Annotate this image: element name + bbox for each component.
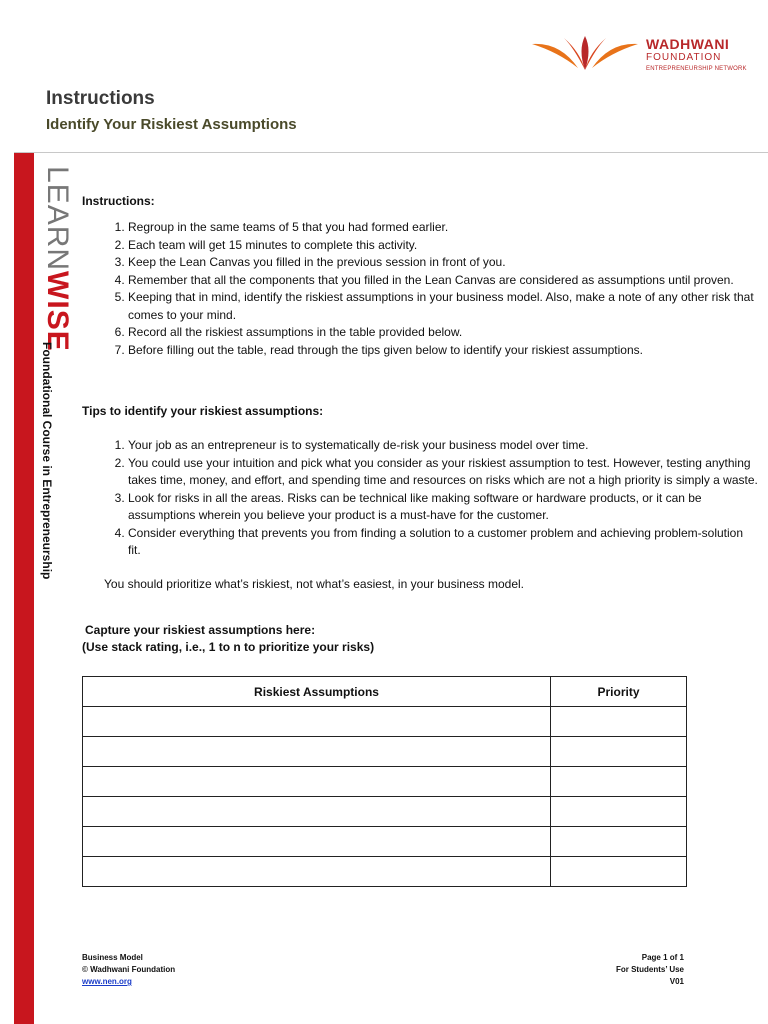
list-item: 2. Each team will get 15 minutes to complete this activity. — [128, 237, 758, 255]
list-item: 7. Before filling out the table, read through the tips given below to identify your riskiest assumptions. — [128, 342, 758, 360]
footer-page-number: Page 1 of 1 — [641, 953, 684, 962]
header-riskiest-assumptions: Riskiest Assumptions — [83, 677, 551, 707]
assumption-cell[interactable] — [83, 857, 551, 887]
logo-name: WADHWANI — [646, 36, 730, 52]
table-row — [83, 767, 687, 797]
instructions-heading: Instructions: — [82, 194, 155, 208]
assumption-cell[interactable] — [83, 797, 551, 827]
capture-line-1: Capture your riskiest assumptions here: — [85, 623, 316, 637]
page-subtitle: Identify Your Riskiest Assumptions — [46, 116, 297, 133]
table-row — [83, 857, 687, 887]
tips-list — [104, 437, 758, 560]
footer-version: V01 — [669, 977, 684, 986]
footer-audience: For Students’ Use — [615, 965, 684, 974]
capture-line-2: (Use stack rating, i.e., 1 to n to prioritize your risks) — [82, 640, 375, 654]
page-title: Instructions — [46, 88, 155, 109]
list-item: 1. Regroup in the same teams of 5 that you had formed earlier. — [128, 219, 758, 237]
tips-heading: Tips to identify your riskiest assumptions: — [82, 404, 324, 418]
table-row — [83, 797, 687, 827]
list-item: 5. Keeping that in mind, identify the riskiest assumptions in your business model. Also, make a note of any other risk that comes to your mind. — [128, 289, 758, 324]
table-row — [83, 737, 687, 767]
logo-network: ENTREPRENEURSHIP NETWORK — [646, 66, 747, 72]
tips-closing: You should prioritize what’s riskiest, not what’s easiest, in your business model. — [104, 577, 524, 591]
list-item: 3. Look for risks in all the areas. Risks can be technical like making software or hardware products, or it can be assumptions wherein you believe your product is a must-have for the customer. — [128, 490, 758, 525]
capture-instructions — [82, 622, 374, 656]
table-row — [83, 707, 687, 737]
brand-bold-text: WISE — [41, 271, 74, 352]
priority-cell[interactable] — [551, 737, 687, 767]
footer-link[interactable]: www.nen.org — [82, 977, 132, 986]
assumption-cell[interactable] — [83, 737, 551, 767]
priority-cell[interactable] — [551, 827, 687, 857]
list-item: 2. You could use your intuition and pick what you consider as your riskiest assumption to test. However, testing anything takes time, money, and effort, and spending time and resources on risks which are not a high priority is simply a waste. — [128, 455, 758, 490]
course-title-vertical: Foundational Course in Entrepreneurship — [40, 342, 54, 580]
assumption-cell[interactable] — [83, 707, 551, 737]
learnwise-brand — [40, 166, 74, 352]
table-row — [83, 827, 687, 857]
priority-cell[interactable] — [551, 797, 687, 827]
risk-table — [82, 676, 687, 887]
assumption-cell[interactable] — [83, 827, 551, 857]
list-item: 4. Consider everything that prevents you from finding a solution to a customer problem and achieving problem-solution fit. — [128, 525, 758, 560]
priority-cell[interactable] — [551, 857, 687, 887]
assumption-cell[interactable] — [83, 767, 551, 797]
footer-left — [82, 952, 175, 988]
brand-light-text: LEARN — [41, 166, 74, 272]
list-item: 4. Remember that all the components that you filled in the Lean Canvas are considered as assumptions until proven. — [128, 272, 758, 290]
footer-right — [616, 952, 684, 988]
red-side-bar — [14, 153, 34, 1024]
list-item: 6. Record all the riskiest assumptions in the table provided below. — [128, 324, 758, 342]
priority-cell[interactable] — [551, 707, 687, 737]
table-header-row — [83, 677, 687, 707]
header-divider — [14, 152, 768, 153]
wadhwani-logo — [530, 30, 762, 80]
logo-sub: FOUNDATION — [646, 52, 722, 63]
instructions-list — [104, 219, 758, 359]
footer-module: Business Model — [82, 953, 143, 962]
footer-copyright: © Wadhwani Foundation — [82, 965, 176, 974]
list-item: 3. Keep the Lean Canvas you filled in the previous session in front of you. — [128, 254, 758, 272]
wadhwani-flame-icon — [530, 34, 640, 74]
list-item: 1. Your job as an entrepreneur is to systematically de-risk your business model over time. — [128, 437, 758, 455]
priority-cell[interactable] — [551, 767, 687, 797]
header-priority: Priority — [551, 677, 687, 707]
